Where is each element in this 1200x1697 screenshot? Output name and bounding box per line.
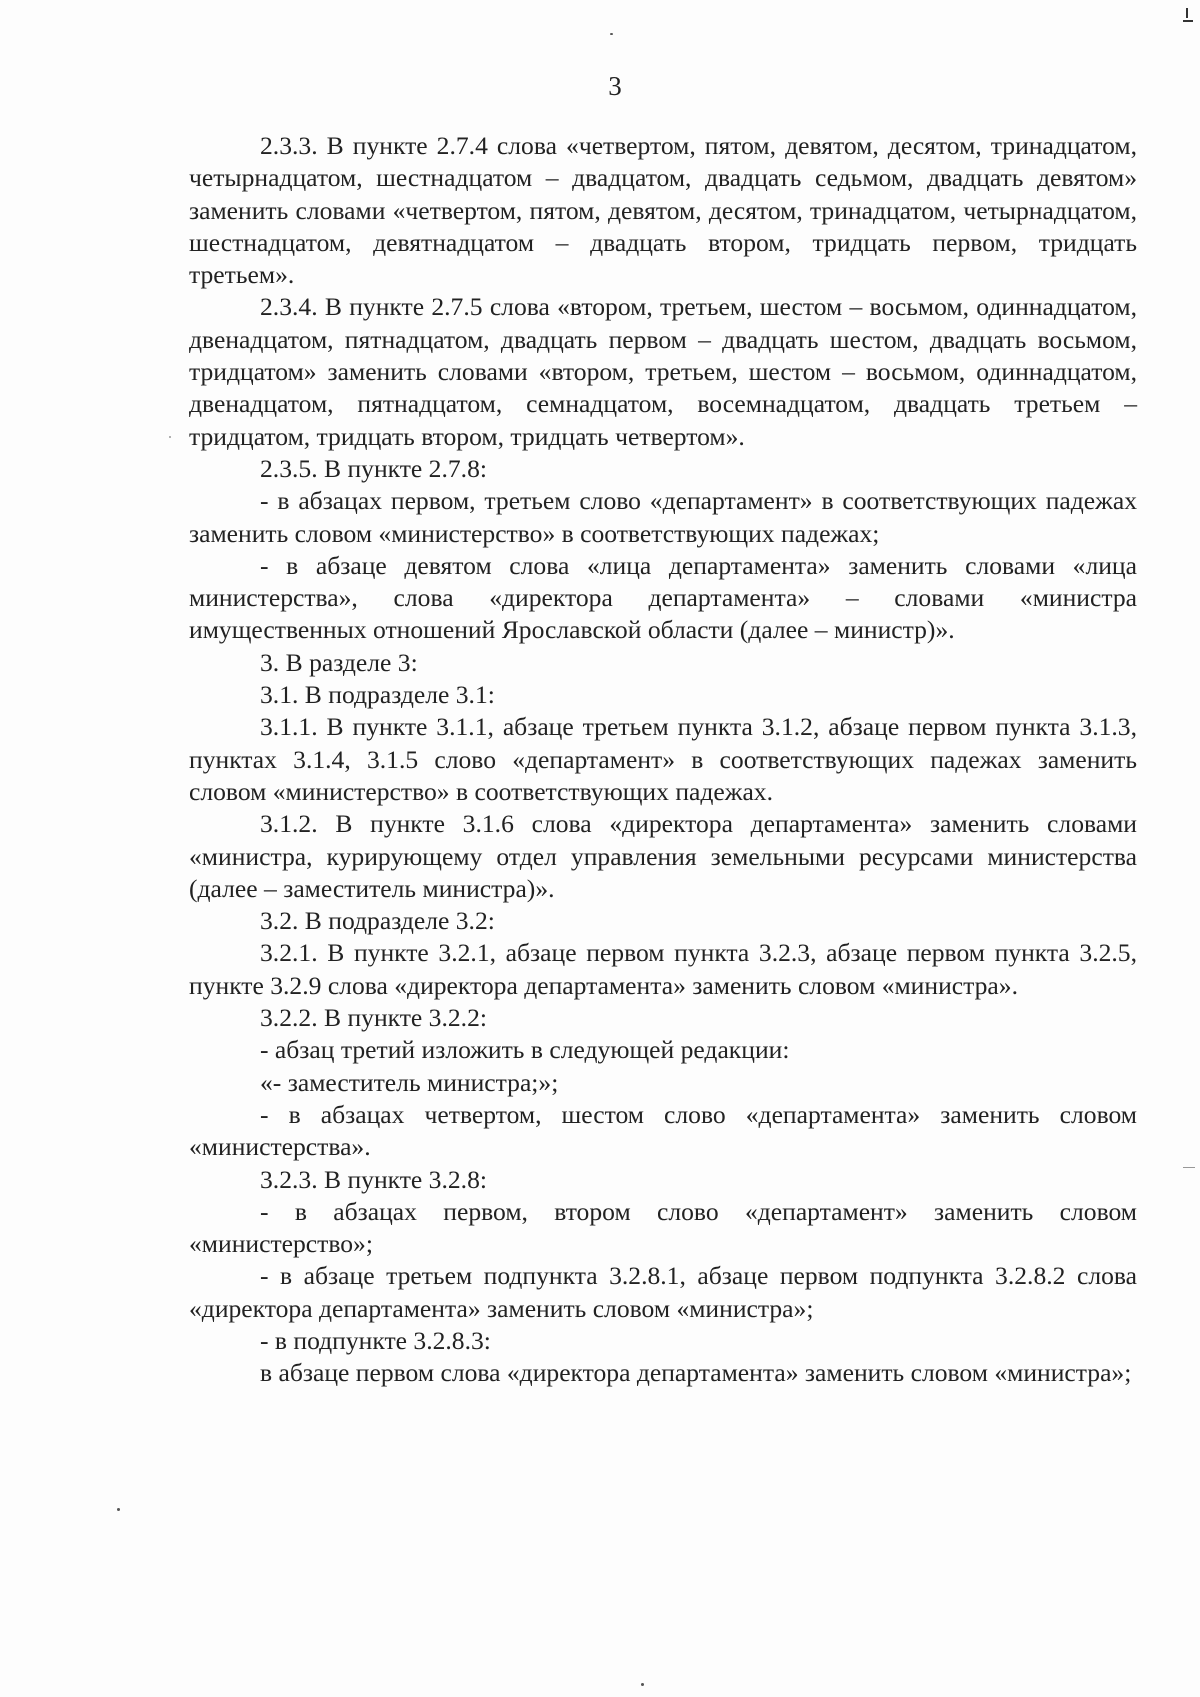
- paragraph-3-2-2-item-2: - в абзацах четвертом, шестом слово «департамента» заменить словом «министерства».: [189, 1099, 1137, 1162]
- paragraph-3-1-2: 3.1.2. В пункте 3.1.6 слова «директора департамента» заменить словами «министра, курирующему отдел управления земельными ресурсами министерства (далее – заместитель министра)».: [189, 809, 1137, 903]
- scan-speck: [641, 1683, 644, 1686]
- paragraph-3-2-2-quote: «- заместитель министра;»;: [260, 1067, 559, 1097]
- paragraph-2-3-5-item-1: - в абзацах первом, третьем слово «департамент» в соответствующих падежах заменить словом «министерство» в соответствующих падежах;: [189, 486, 1137, 548]
- paragraph-2-3-5-item-2: - в абзаце девятом слова «лица департамента» заменить словами «лица министерства», слова «директора департамента» – словами «министра имущественных отношений Ярославской области (далее – министр)».: [189, 550, 1137, 645]
- paragraph-3-2-3-item-1: - в абзацах первом, втором слово «департамент» заменить словом «министерство»;: [189, 1196, 1137, 1259]
- paragraph-3-2: 3.2. В подразделе 3.2:: [260, 906, 495, 936]
- scan-speck: [610, 33, 613, 35]
- scan-speck: [169, 436, 171, 438]
- paragraph-3-2-2: 3.2.2. В пункте 3.2.2:: [260, 1003, 487, 1033]
- paragraph-2-3-5: 2.3.5. В пункте 2.7.8:: [260, 453, 487, 483]
- scan-edge-mark: [1183, 20, 1193, 22]
- paragraph-3-2-2-item-1: - абзац третий изложить в следующей редакции:: [260, 1035, 790, 1065]
- scan-edge-mark: [1186, 8, 1188, 18]
- scan-edge-mark: [1183, 1167, 1195, 1168]
- paragraph-3-1: 3.1. В подразделе 3.1:: [260, 680, 495, 710]
- paragraph-3-2-1: 3.2.1. В пункте 3.2.1, абзаце первом пункта 3.2.3, абзаце первом пункта 3.2.5, пункте 3.2.9 слова «директора департамента» заменить словом «министра».: [189, 938, 1137, 1000]
- paragraph-3-2-3-item-3: - в подпункте 3.2.8.3:: [260, 1325, 491, 1355]
- paragraph-3-1-1: 3.1.1. В пункте 3.1.1, абзаце третьем пункта 3.1.2, абзаце первом пункта 3.1.3, пунктах 3.1.4, 3.1.5 слово «департамент» в соответствующих падежах заменить словом «министерство» в соответствующих падежах.: [189, 712, 1137, 806]
- paragraph-3-2-3-item-2: - в абзаце третьем подпункта 3.2.8.1, абзаце первом подпункта 3.2.8.2 слова «директора департамента» заменить словом «министра»;: [189, 1261, 1137, 1323]
- paragraph-3-2-3: 3.2.3. В пункте 3.2.8:: [260, 1164, 487, 1194]
- paragraph-3-2-3-item-3-text: в абзаце первом слова «директора департамента» заменить словом «министра»;: [260, 1358, 1132, 1388]
- paragraph-2-3-4: 2.3.4. В пункте 2.7.5 слова «втором, третьем, шестом – восьмом, одиннадцатом, двенадцатом, пятнадцатом, двадцать первом – двадцать шестом, двадцать восьмом, тридцатом» заменить словами «втором, третьем, шестом – восьмом, одиннадцатом, двенадцатом, пятнадцатом, семнадцатом, восемнадцатом, двадцать третьем – тридцатом, тридцать втором, тридцать четвертом».: [189, 292, 1137, 451]
- document-body: [189, 130, 1137, 1390]
- page-number: 3: [608, 71, 622, 101]
- paragraph-2-3-3: 2.3.3. В пункте 2.7.4 слова «четвертом, пятом, девятом, десятом, тринадцатом, четырнадцатом, шестнадцатом – двадцатом, двадцать седьмом, двадцать девятом» заменить словами «четвертом, пятом, девятом, десятом, тринадцатом, четырнадцатом, шестнадцатом, девятнадцатом – двадцать втором, тридцать первом, тридцать третьем».: [189, 131, 1137, 290]
- paragraph-section-3: 3. В разделе 3:: [260, 647, 418, 677]
- scan-speck: [117, 1508, 120, 1511]
